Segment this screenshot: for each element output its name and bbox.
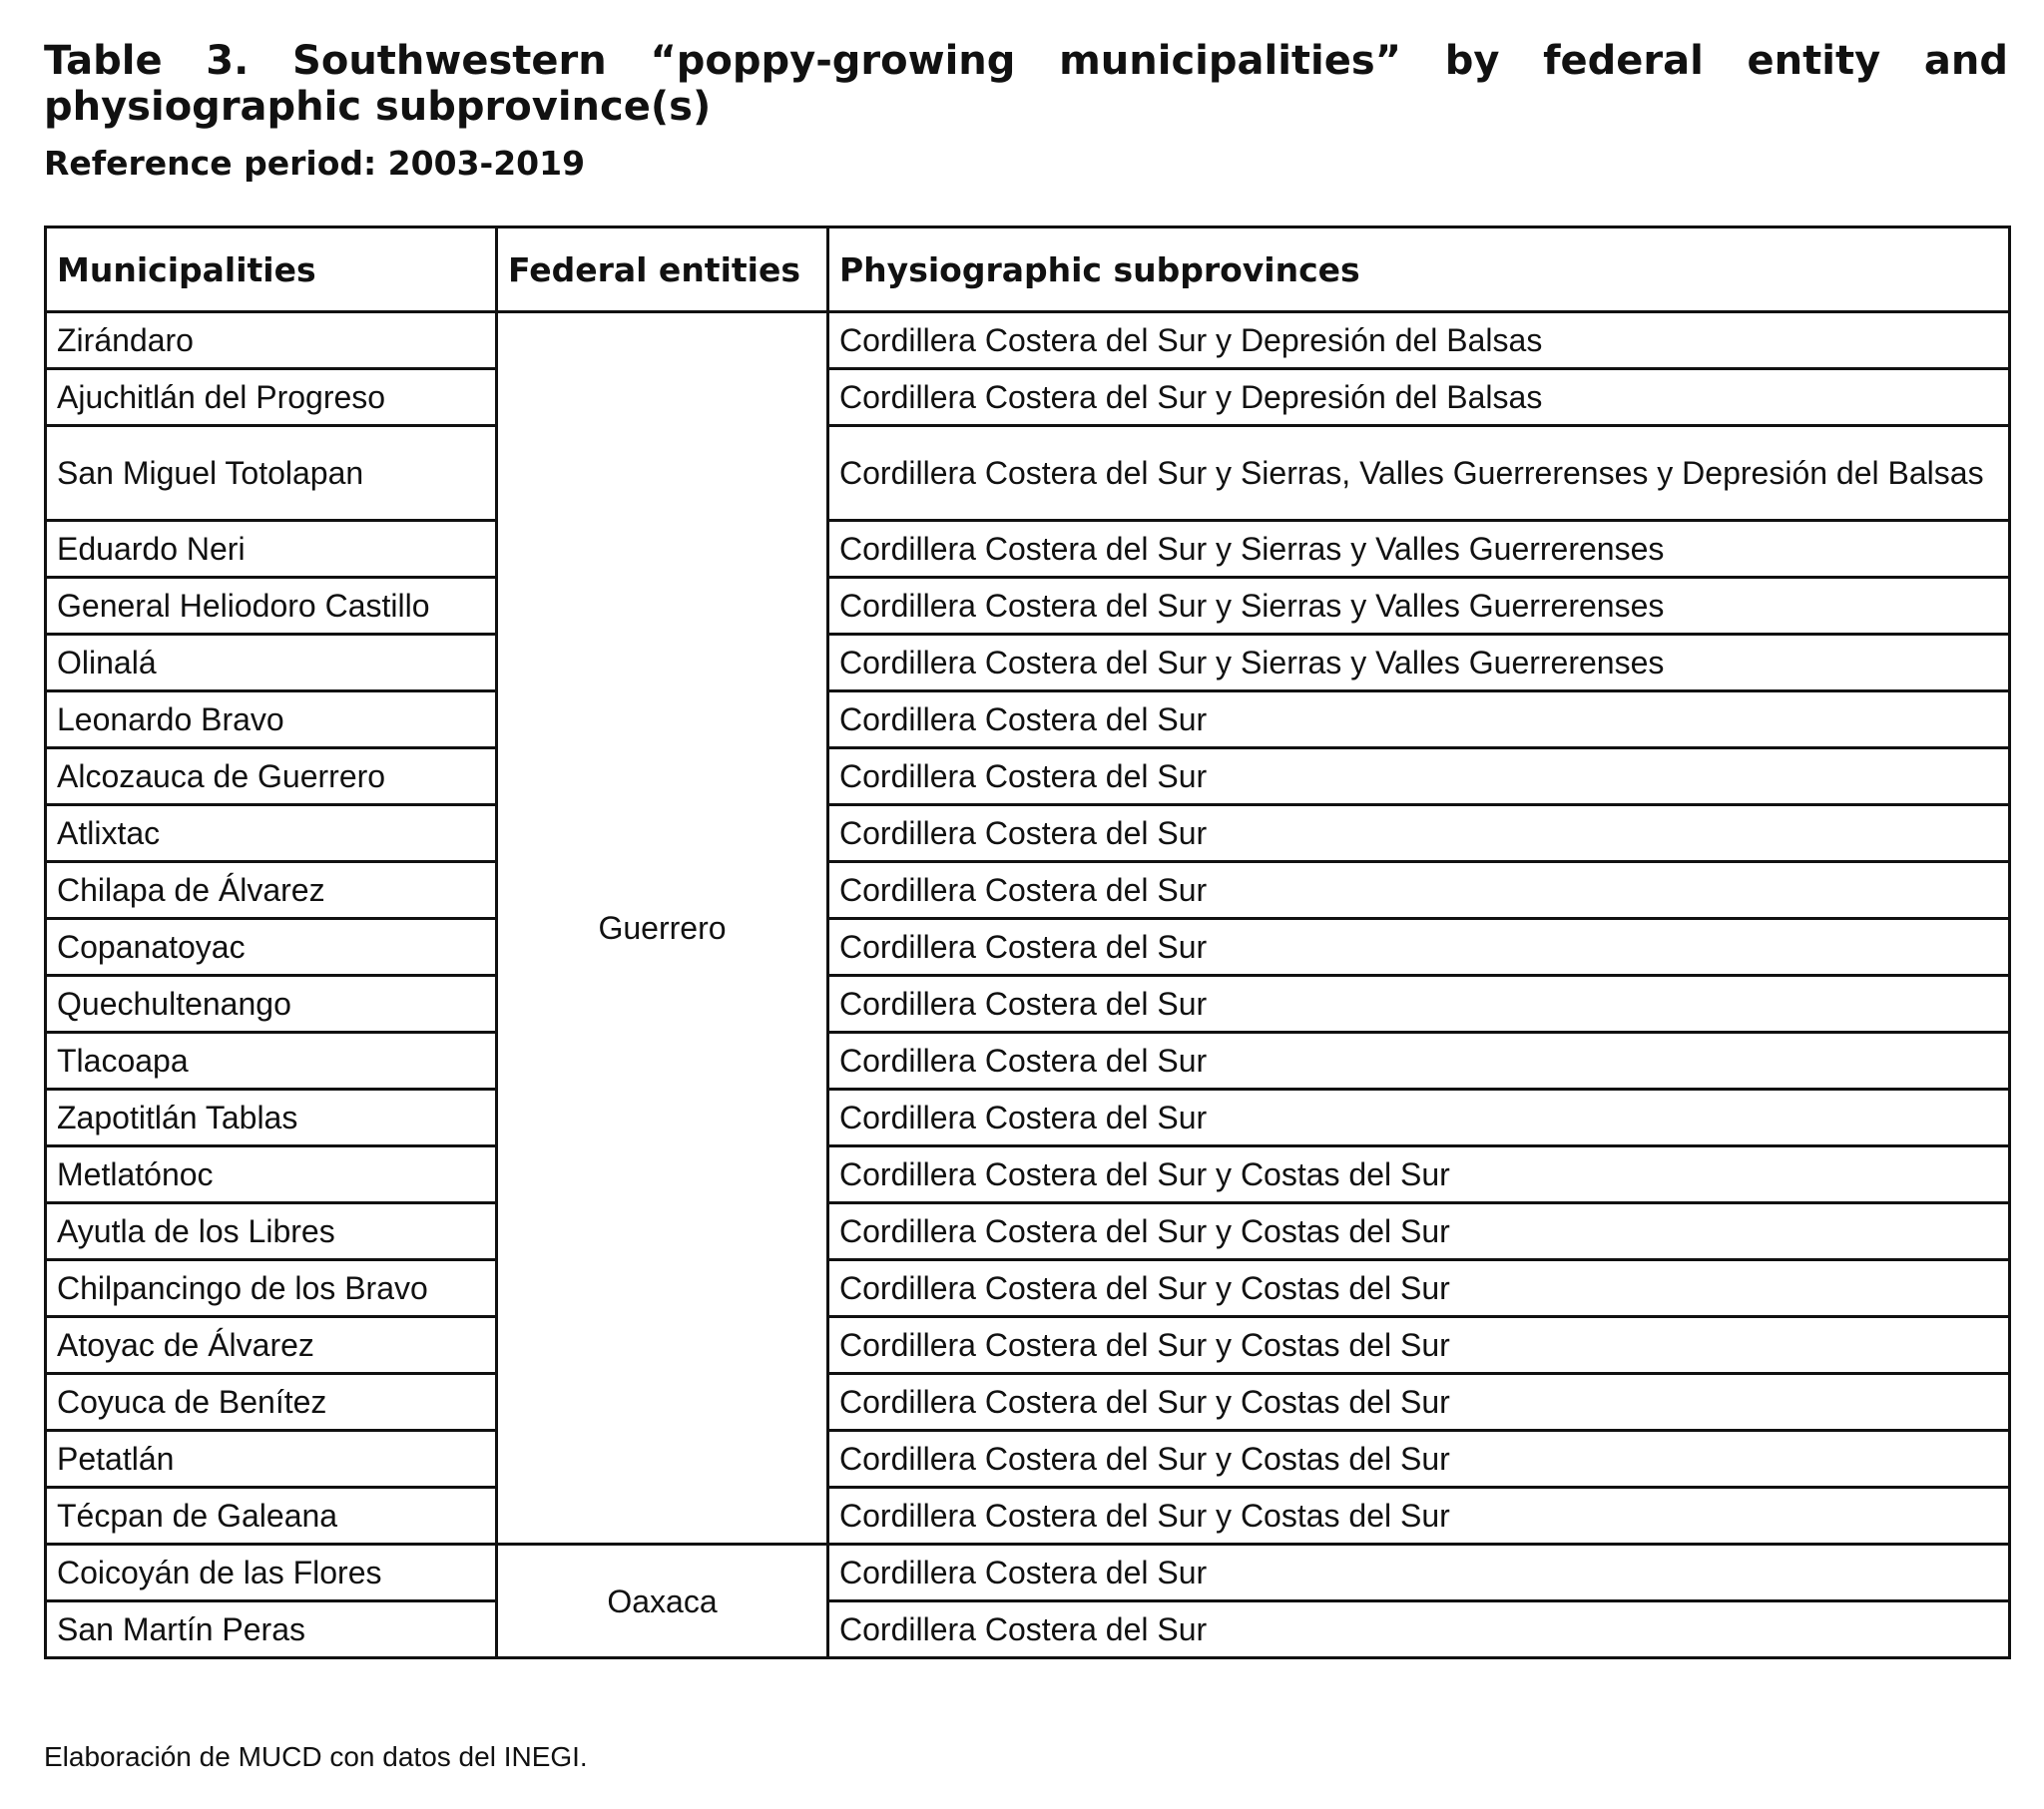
table-row	[46, 976, 2010, 1033]
municipality-cell: Zapotitlán Tablas	[46, 1090, 497, 1146]
table-row	[46, 1090, 2010, 1146]
header-row	[46, 227, 2010, 312]
subprovince-cell: Cordillera Costera del Sur	[828, 805, 2010, 862]
table-row	[46, 1146, 2010, 1203]
table-row	[46, 426, 2010, 521]
table-row	[46, 1601, 2010, 1658]
municipality-cell: Técpan de Galeana	[46, 1488, 497, 1545]
table-row	[46, 635, 2010, 691]
subprovince-cell: Cordillera Costera del Sur y Sierras y Valles Guerrerenses	[828, 635, 2010, 691]
source-note: Elaboración de MUCD con datos del INEGI.	[44, 1741, 588, 1772]
municipalities-table	[44, 226, 2011, 1659]
table-row	[46, 369, 2010, 426]
municipality-cell: Chilpancingo de los Bravo	[46, 1260, 497, 1317]
municipality-cell: Leonardo Bravo	[46, 691, 497, 748]
table-row	[46, 312, 2010, 369]
subprovince-cell: Cordillera Costera del Sur	[828, 691, 2010, 748]
municipality-cell: Chilapa de Álvarez	[46, 862, 497, 919]
municipality-cell: San Miguel Totolapan	[46, 426, 497, 521]
table-row	[46, 1203, 2010, 1260]
subprovince-cell: Cordillera Costera del Sur y Costas del Sur	[828, 1146, 2010, 1203]
table-row	[46, 521, 2010, 578]
subprovince-cell: Cordillera Costera del Sur y Depresión del Balsas	[828, 369, 2010, 426]
subprovince-cell: Cordillera Costera del Sur	[828, 1545, 2010, 1601]
subprovince-cell: Cordillera Costera del Sur y Costas del Sur	[828, 1488, 2010, 1545]
table-row	[46, 1545, 2010, 1601]
table-row	[46, 805, 2010, 862]
municipality-cell: Ajuchitlán del Progreso	[46, 369, 497, 426]
municipality-cell: Coyuca de Benítez	[46, 1374, 497, 1431]
table-row	[46, 578, 2010, 635]
subprovince-cell: Cordillera Costera del Sur y Depresión del Balsas	[828, 312, 2010, 369]
municipality-cell: Olinalá	[46, 635, 497, 691]
municipality-cell: Quechultenango	[46, 976, 497, 1033]
table-row	[46, 1033, 2010, 1090]
municipality-cell: Ayutla de los Libres	[46, 1203, 497, 1260]
subprovince-cell: Cordillera Costera del Sur y Sierras y Valles Guerrerenses	[828, 521, 2010, 578]
subprovince-cell: Cordillera Costera del Sur	[828, 748, 2010, 805]
subprovince-cell: Cordillera Costera del Sur y Costas del Sur	[828, 1374, 2010, 1431]
municipality-cell: General Heliodoro Castillo	[46, 578, 497, 635]
table-row	[46, 1488, 2010, 1545]
municipality-cell: Alcozauca de Guerrero	[46, 748, 497, 805]
municipality-cell: Tlacoapa	[46, 1033, 497, 1090]
municipality-cell: Atoyac de Álvarez	[46, 1317, 497, 1374]
municipality-cell: Metlatónoc	[46, 1146, 497, 1203]
municipality-cell: Zirándaro	[46, 312, 497, 369]
subprovince-cell: Cordillera Costera del Sur y Sierras, Valles Guerrerenses y Depresión del Balsas	[828, 426, 2010, 521]
municipality-cell: Coicoyán de las Flores	[46, 1545, 497, 1601]
subprovince-cell: Cordillera Costera del Sur y Costas del Sur	[828, 1431, 2010, 1488]
subprovince-cell: Cordillera Costera del Sur	[828, 1033, 2010, 1090]
subprovince-cell: Cordillera Costera del Sur y Costas del Sur	[828, 1260, 2010, 1317]
subprovince-cell: Cordillera Costera del Sur y Costas del Sur	[828, 1203, 2010, 1260]
table-row	[46, 1260, 2010, 1317]
municipality-cell: Copanatoyac	[46, 919, 497, 976]
reference-period: Reference period: 2003-2019	[44, 144, 586, 183]
municipality-cell: Atlixtac	[46, 805, 497, 862]
table-row	[46, 748, 2010, 805]
subprovince-cell: Cordillera Costera del Sur	[828, 862, 2010, 919]
table-row	[46, 1431, 2010, 1488]
subprovince-cell: Cordillera Costera del Sur	[828, 1090, 2010, 1146]
entity-cell-oaxaca: Oaxaca	[497, 1545, 828, 1658]
table-row	[46, 1374, 2010, 1431]
subprovince-cell: Cordillera Costera del Sur y Costas del Sur	[828, 1317, 2010, 1374]
table-row	[46, 691, 2010, 748]
subprovince-cell: Cordillera Costera del Sur y Sierras y Valles Guerrerenses	[828, 578, 2010, 635]
subprovince-cell: Cordillera Costera del Sur	[828, 919, 2010, 976]
table-row	[46, 862, 2010, 919]
subprovince-cell: Cordillera Costera del Sur	[828, 976, 2010, 1033]
subprovince-cell: Cordillera Costera del Sur	[828, 1601, 2010, 1658]
table-row	[46, 1317, 2010, 1374]
municipality-cell: Petatlán	[46, 1431, 497, 1488]
table-title: Table 3. Southwestern “poppy-growing municipalities” by federal entity and physiographic subprovince(s)	[44, 38, 2008, 130]
header-physiographic-subprovinces: Physiographic subprovinces	[828, 227, 2010, 312]
table-row	[46, 919, 2010, 976]
municipality-cell: San Martín Peras	[46, 1601, 497, 1658]
municipality-cell: Eduardo Neri	[46, 521, 497, 578]
entity-cell-guerrero: Guerrero	[497, 312, 828, 1545]
header-municipalities: Municipalities	[46, 227, 497, 312]
header-federal-entities: Federal entities	[497, 227, 828, 312]
